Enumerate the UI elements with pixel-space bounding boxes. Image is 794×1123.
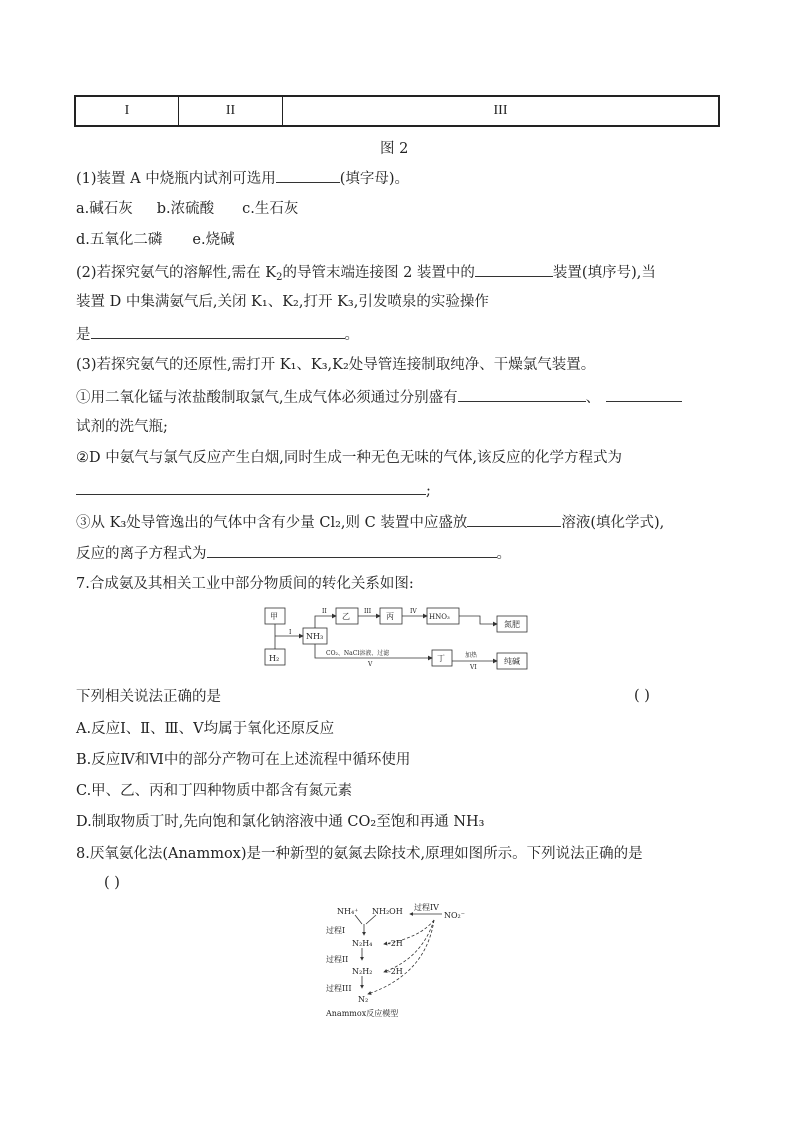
label-nh4: NH₄⁺ [337, 907, 359, 916]
q6-part3-1 [76, 387, 682, 407]
q6-part3: (3)若探究氨气的还原性,需打开 K₁、K₃,K₂处导管连接制取纯净、干燥氯气装置。 [76, 357, 596, 373]
label-hno3: HNO₃ [429, 613, 450, 621]
q6-part2-line1 [76, 262, 656, 282]
label-proc2: 过程II [326, 955, 349, 964]
label-bing: 丙 [386, 612, 394, 621]
label-yi: 乙 [342, 612, 350, 621]
q6-part2-line3-tail: 。 [344, 327, 359, 343]
q6-part2-line3-head: 是 [76, 327, 91, 343]
label-cond6: 加热 [465, 652, 478, 659]
q6-part2-blank [475, 262, 553, 277]
label-r5: V [368, 661, 373, 668]
q6-options-row2 [76, 231, 235, 249]
q6-part3-1-cont: 试剂的洗气瓶; [76, 419, 168, 435]
q6-part2-text-a: (2)若探究氨气的溶解性,需在 K [76, 265, 277, 281]
q6-part3-3 [76, 512, 664, 532]
figure-2-caption: 图 2 [380, 141, 409, 157]
q6-part1-text: (1)装置 A 中烧瓶内试剂可选用 [76, 171, 276, 187]
fig2-cell-2: II [179, 97, 283, 125]
q6-part3-2-end: ; [426, 483, 431, 499]
label-n2: N₂ [358, 995, 369, 1004]
arrow-II [315, 616, 336, 628]
q6-part3-3-end: 。 [496, 546, 511, 562]
q6-part3-3-blank-b [207, 543, 497, 558]
label-m2h-2: -2H [388, 967, 403, 976]
option-b: b.浓硫酸 [156, 201, 215, 217]
label-cond5: CO₂、NaCl溶液、过滤 [326, 650, 390, 657]
q6-part3-3-text-a: ③从 K₃处导管逸出的气体中含有少量 Cl₂,则 C 装置中应盛放 [76, 515, 468, 531]
label-ding: 丁 [437, 654, 445, 663]
q6-part3-1-sep: 、 [585, 390, 601, 406]
q6-part3-1-blank-b [606, 387, 682, 402]
q6-part3-2: ②D 中氨气与氯气反应产生白烟,同时生成一种无色无味的气体,该反应的化学方程式为 [76, 450, 622, 466]
q7-stem: 7.合成氨及其相关工业中部分物质间的转化关系如图: [76, 576, 414, 592]
label-r1: I [289, 629, 292, 636]
q6-part1-blank [276, 168, 340, 183]
q6-part1-tail: (填字母)。 [339, 171, 410, 187]
dashed-arrow-3 [368, 920, 434, 994]
label-danfei: 氮肥 [504, 620, 520, 629]
q7-answer-paren: ( ) [634, 688, 650, 704]
q7-option-A: A.反应Ⅰ、Ⅱ、Ⅲ、Ⅴ均属于氧化还原反应 [76, 721, 335, 737]
label-r2: II [322, 608, 327, 615]
label-nh3: NH₃ [306, 632, 324, 641]
label-h2: H₂ [269, 654, 280, 663]
line-nh2oh-merge [366, 915, 376, 924]
option-a: a.碱石灰 [76, 201, 133, 217]
label-n2h4: N₂H₄ [352, 939, 373, 948]
label-n2h2: N₂H₂ [352, 967, 373, 976]
fig2-cell-1: I [76, 97, 179, 125]
label-proc4: 过程IV [414, 903, 439, 912]
q6-part3-3-line2 [76, 543, 511, 563]
q6-part2-line2: 装置 D 中集满氨气后,关闭 K₁、K₂,打开 K₃,引发喷泉的实验操作 [76, 294, 489, 310]
label-r6: VI [470, 664, 477, 671]
option-d: d.五氧化二磷 [76, 232, 163, 248]
q6-part3-2-answer [76, 480, 431, 500]
q6-part2-text-c: 装置(填序号),当 [552, 265, 656, 281]
option-c: c.生石灰 [242, 201, 299, 217]
q8-stem: 8.厌氧氨化法(Anammox)是一种新型的氨氮去除技术,原理如图所示。下列说法正确的是 [76, 846, 643, 862]
label-m2h-1: -2H [388, 939, 403, 948]
arrow-to-danfei [459, 616, 497, 624]
label-jia: 甲 [270, 612, 278, 621]
q6-part2-line3-blank [91, 324, 345, 339]
q7-option-B: B.反应Ⅳ和Ⅵ中的部分产物可在上述流程中循环使用 [76, 752, 411, 768]
q6-part2-line3 [76, 324, 359, 344]
q6-part3-2-blank [76, 480, 426, 495]
q8-anammox-diagram [322, 900, 492, 1022]
q8-answer-paren: ( ) [104, 875, 120, 891]
label-chunjian: 纯碱 [504, 657, 520, 666]
label-proc1: 过程I [326, 926, 346, 935]
q6-part3-3-text-c: 反应的离子方程式为 [76, 546, 207, 562]
q6-part1 [76, 168, 409, 188]
option-e: e.烧碱 [192, 232, 235, 248]
label-nh2oh: NH₂OH [372, 907, 403, 916]
q7-option-C: C.甲、乙、丙和丁四种物质中都含有氮元素 [76, 783, 353, 799]
line-nh4-merge [355, 915, 362, 924]
q6-part2-sub: 2 [276, 272, 283, 283]
label-r3: III [364, 608, 372, 615]
q7-option-D: D.制取物质丁时,先向饱和氯化钠溶液中通 CO₂至饱和再通 NH₃ [76, 814, 485, 830]
label-no2: NO₂⁻ [444, 911, 465, 920]
q6-options-row1 [76, 200, 298, 218]
label-r4: IV [410, 608, 417, 615]
fig2-cell-3: III [493, 103, 508, 118]
q6-part3-1-blank-a [458, 387, 586, 402]
q6-part3-1-text: ①用二氧化锰与浓盐酸制取氯气,生成气体必须通过分别盛有 [76, 390, 458, 406]
figure-2-table [74, 95, 720, 127]
q6-part3-3-text-b: 溶液(填化学式), [561, 515, 665, 531]
q7-flow-diagram [260, 603, 535, 673]
label-proc3: 过程III [326, 984, 352, 993]
q6-part2-text-b: 的导管末端连接图 2 装置中的 [282, 265, 475, 281]
q6-part3-3-blank-a [467, 512, 561, 527]
q7-ask: 下列相关说法正确的是 [76, 689, 221, 705]
anammox-caption: Anammox反应模型 [326, 1009, 399, 1018]
